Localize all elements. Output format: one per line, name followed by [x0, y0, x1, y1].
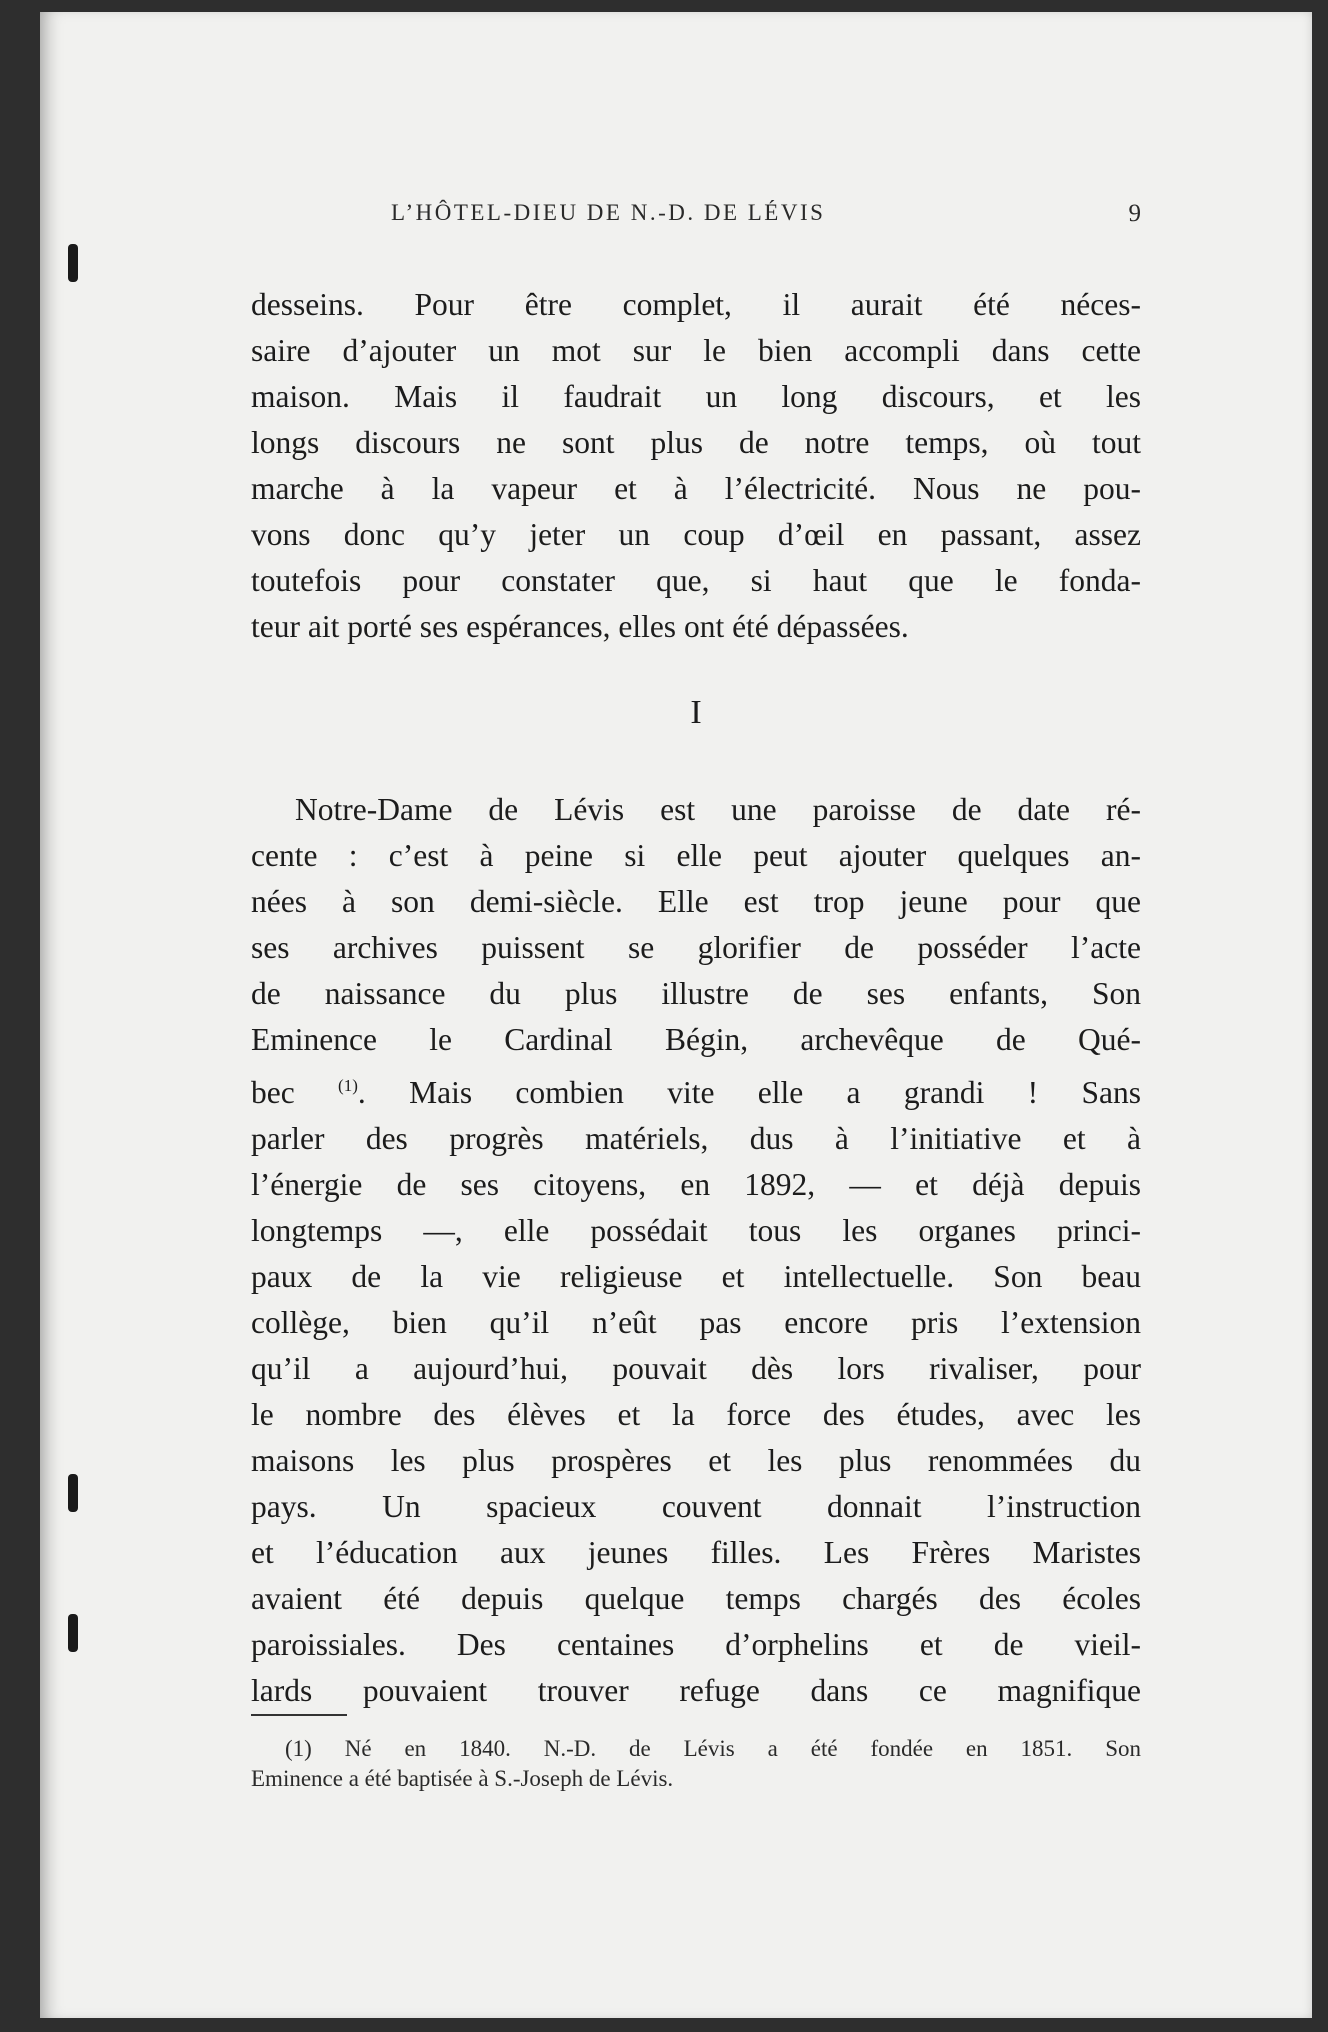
- binding-mark: [68, 1614, 78, 1652]
- text-line: ses archives puissent se glorifier de posséder l’acte: [251, 930, 1141, 965]
- text-line: longtemps —, elle possédait tous les organes princi-: [251, 1213, 1141, 1248]
- text-line: l’énergie de ses citoyens, en 1892, — et déjà depuis: [251, 1167, 1141, 1202]
- text-fragment: bec: [251, 1075, 295, 1110]
- text-fragment: . Mais combien vite elle a grandi ! Sans: [357, 1075, 1141, 1110]
- text-line: maisons les plus prospères et les plus renommées du: [251, 1443, 1141, 1478]
- section-heading: I: [690, 694, 702, 731]
- text-line: qu’il a aujourd’hui, pouvait dès lors rivaliser, pour: [251, 1351, 1141, 1386]
- text-line: de naissance du plus illustre de ses enfants, Son: [251, 976, 1141, 1011]
- binding-mark: [68, 244, 78, 282]
- text-line: pays. Un spacieux couvent donnait l’instruction: [251, 1489, 1141, 1524]
- text-line: teur ait porté ses espérances, elles ont été dépassées.: [251, 609, 909, 644]
- running-head: [251, 200, 1141, 236]
- text-line: et l’éducation aux jeunes filles. Les Frères Maristes: [251, 1535, 1141, 1570]
- book-page: [40, 12, 1312, 2018]
- text-line: Eminence le Cardinal Bégin, archevêque de Qué-: [251, 1022, 1141, 1057]
- text-line: lards pouvaient trouver refuge dans ce magnifique: [251, 1673, 1141, 1708]
- text-line: saire d’ajouter un mot sur le bien accompli dans cette: [251, 333, 1141, 368]
- footnote: [251, 1734, 1141, 1794]
- text-line: paroissiales. Des centaines d’orphelins et de vieil-: [251, 1627, 1141, 1662]
- text-line: parler des progrès matériels, dus à l’initiative et à: [251, 1121, 1141, 1156]
- running-title: L’HÔTEL-DIEU DE N.-D. DE LÉVIS: [391, 200, 826, 225]
- text-line: collège, bien qu’il n’eût pas encore pris l’extension: [251, 1305, 1141, 1340]
- binding-mark: [68, 1474, 78, 1512]
- text-line: marche à la vapeur et à l’électricité. Nous ne pou-: [251, 471, 1141, 506]
- text-line: vons donc qu’y jeter un coup d’œil en passant, assez: [251, 517, 1141, 552]
- footnote-reference: (1): [338, 1076, 358, 1095]
- text-line: cente : c’est à peine si elle peut ajouter quelques an-: [251, 838, 1141, 873]
- paragraph-1: [251, 282, 1141, 650]
- text-line: avaient été depuis quelque temps chargés des écoles: [251, 1581, 1141, 1616]
- text-line: maison. Mais il faudrait un long discours, et les: [251, 379, 1141, 414]
- footnote-line: Eminence a été baptisée à S.-Joseph de Lévis.: [251, 1766, 674, 1791]
- text-line: toutefois pour constater que, si haut que le fonda-: [251, 563, 1141, 598]
- text-line: paux de la vie religieuse et intellectuelle. Son beau: [251, 1259, 1141, 1294]
- text-line-with-footnote: [251, 1063, 1141, 1116]
- text-line: Notre-Dame de Lévis est une paroisse de date ré-: [295, 792, 1141, 827]
- footnote-line: (1) Né en 1840. N.-D. de Lévis a été fondée en 1851. Son: [285, 1736, 1141, 1761]
- text-line: nées à son demi-siècle. Elle est trop jeune pour que: [251, 884, 1141, 919]
- text-line: longs discours ne sont plus de notre temps, où tout: [251, 425, 1141, 460]
- footnote-rule: [251, 1714, 347, 1716]
- paragraph-2: [251, 787, 1141, 1714]
- text-line: desseins. Pour être complet, il aurait été néces-: [251, 287, 1141, 322]
- text-line: le nombre des élèves et la force des études, avec les: [251, 1397, 1141, 1432]
- page-number: 9: [1128, 200, 1141, 227]
